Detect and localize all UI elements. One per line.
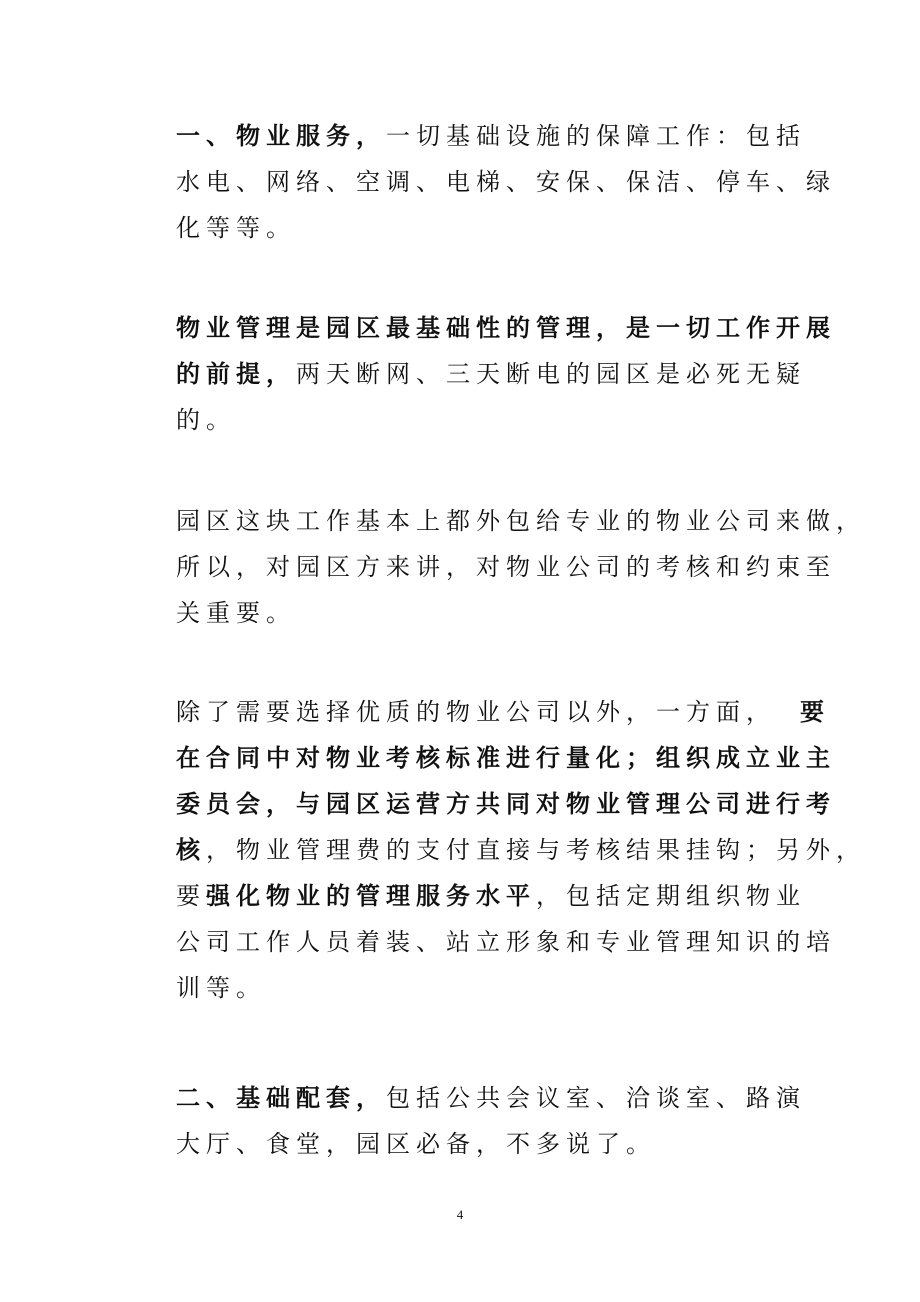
section-heading-basic-facilities: 二、基础配套， — [176, 1084, 386, 1112]
text-run: ，物业管理费的支付直接与考核结果挂钩；另外， — [206, 836, 866, 864]
paragraph-line: 训等。 — [176, 974, 266, 1002]
paragraph-line — [176, 1075, 806, 1121]
paragraph-property-services — [176, 113, 836, 251]
paragraph-line: 公司工作人员着装、站立形象和专业管理知识的培 — [176, 928, 836, 956]
text-run: 两天断网、三天断电的园区是必死无疑 — [296, 360, 806, 388]
paragraph-line: 的。 — [176, 406, 236, 434]
text-run: 包括公共会议室、洽谈室、路演 — [386, 1084, 806, 1112]
paragraph-line: 化等等。 — [176, 214, 296, 242]
paragraph-line — [176, 113, 806, 159]
emphasis-text: 核 — [176, 836, 206, 864]
paragraph-line — [176, 873, 806, 919]
emphasis-text: 在合同中对物业考核标准进行量化；组织成立业主 — [176, 744, 836, 772]
page-number: 4 — [456, 1207, 464, 1222]
paragraph-line: 水电、网络、空调、电梯、安保、保洁、停车、绿 — [176, 168, 836, 196]
paragraph-outsourcing — [176, 498, 866, 636]
paragraph-line: 关重要。 — [176, 599, 296, 627]
paragraph-line: 园区这块工作基本上都外包给专业的物业公司来做， — [176, 507, 866, 535]
emphasis-text: 要 — [800, 698, 830, 726]
paragraph-line — [176, 689, 830, 735]
section-heading-property-services: 一、物业服务， — [176, 122, 386, 150]
text-run: ，包括定期组织物业 — [536, 882, 806, 910]
paragraph-basic-facilities — [176, 1075, 806, 1167]
emphasis-text: 的前提， — [176, 360, 296, 388]
paragraph-line — [176, 827, 866, 873]
text-run: 要 — [176, 882, 206, 910]
paragraph-assessment — [176, 689, 866, 1011]
paragraph-line — [176, 351, 806, 397]
text-run: 一切基础设施的保障工作：包括 — [386, 122, 806, 150]
paragraph-line: 所以，对园区方来讲，对物业公司的考核和约束至 — [176, 553, 836, 581]
emphasis-text: 强化物业的管理服务水平 — [206, 882, 536, 910]
emphasis-text: 委员会，与园区运营方共同对物业管理公司进行考 — [176, 790, 836, 818]
text-run: 除了需要选择优质的物业公司以外，一方面， — [176, 698, 776, 726]
emphasis-text: 物业管理是园区最基础性的管理，是一切工作开展 — [176, 314, 836, 342]
paragraph-line: 大厅、食堂，园区必备，不多说了。 — [176, 1130, 656, 1158]
paragraph-property-management — [176, 305, 836, 443]
